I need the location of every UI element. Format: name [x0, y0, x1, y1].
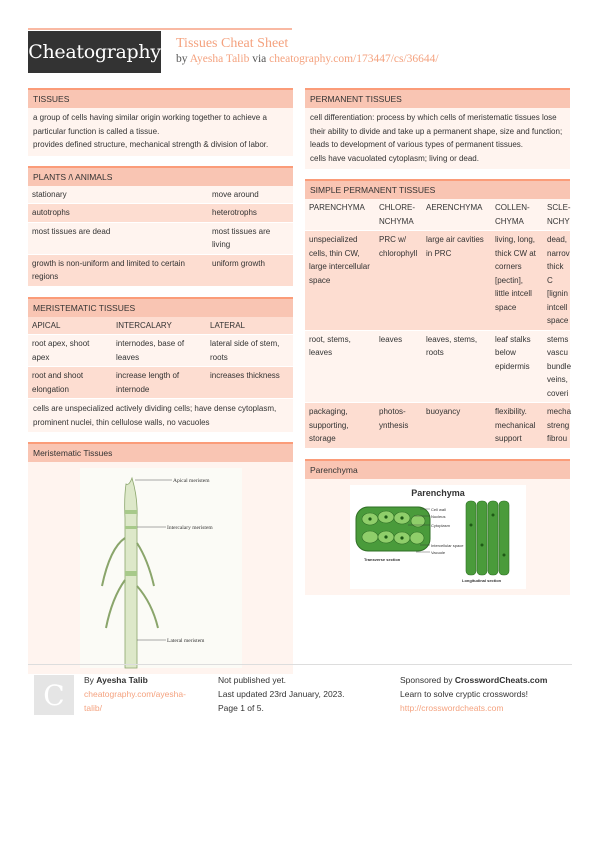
section-heading: Meristematic Tissues	[28, 442, 293, 462]
footer-info	[218, 673, 345, 715]
table-cell: move around	[208, 186, 293, 205]
figure-label: Apical meristem	[172, 478, 210, 484]
table-cell: packaging, supporting, storage	[305, 403, 375, 449]
figure-title: Parenchyma	[410, 487, 465, 498]
table-cell: autotrophs	[28, 204, 208, 223]
sponsor-prefix: Sponsored by	[400, 675, 453, 685]
figure-label: Intercellular space	[430, 542, 463, 548]
figure-label: Longitudinal section	[461, 577, 501, 583]
table-cell: leaves, stems, roots	[422, 331, 491, 404]
site-logo[interactable]: Cheatography	[28, 31, 161, 73]
section-heading: TISSUES	[28, 88, 293, 108]
table-cell: most tissues are dead	[28, 223, 208, 255]
section-heading: MERISTEMATIC TISSUES	[28, 297, 293, 317]
table-cell: leaf stalks below epidermis	[491, 331, 543, 404]
section-body	[305, 108, 570, 169]
table-cell: lateral side of stem, roots	[206, 335, 293, 367]
table-cell: dead, narrov thick C [lignin intcell space	[543, 231, 570, 331]
figure-label: Cytoplasm	[430, 522, 450, 528]
column-header: APICAL	[28, 317, 112, 336]
sponsor-link[interactable]: http://crosswordcheats.com	[400, 703, 504, 713]
column-header: CHLORENCHYMA	[375, 199, 422, 231]
table-cell: stems vascu bundle veins, coveri	[543, 331, 570, 404]
meristematic-table	[28, 317, 293, 400]
column-header: INTERCALARY	[112, 317, 206, 336]
comparison-table	[28, 186, 293, 287]
cheatography-c-icon: C	[34, 675, 74, 715]
table-cell: most tissues are living	[208, 223, 293, 255]
table-cell: root, stems, leaves	[305, 331, 375, 404]
left-column	[28, 88, 293, 684]
column-header: LATERAL	[206, 317, 293, 336]
meristematic-figure-section	[28, 442, 293, 674]
table-cell: large air cavities in PRC	[422, 231, 491, 331]
table-cell: PRC w/ chlorophyll	[375, 231, 422, 331]
table-cell: root and shoot elongation	[28, 367, 112, 399]
sponsor-tagline: Learn to solve cryptic crosswords!	[400, 689, 529, 699]
text-line: provides defined structure, mechanical strength & division of labor.	[33, 140, 269, 149]
table-cell: living, long, thick CW at corners [pectin], little intcell space	[491, 231, 543, 331]
permanent-section	[305, 88, 570, 169]
sponsor-name[interactable]: CrosswordCheats.com	[454, 675, 548, 685]
figure-label: Cell wall	[430, 506, 446, 512]
figure-label: Lateral meristem	[166, 638, 204, 644]
table-cell: increase length of internode	[112, 367, 206, 399]
figure-label: Transverse section	[363, 556, 400, 562]
column-header: PARENCHYMA	[305, 199, 375, 231]
page-count: Page 1 of 5.	[218, 703, 264, 713]
page-footer	[28, 664, 572, 725]
right-column	[305, 88, 570, 605]
text-line: a group of cells having similar origin working together to achieve a particular function is called a tissue.	[33, 113, 267, 136]
text-line: cells have vacuolated cytoplasm; living or dead.	[310, 153, 479, 163]
table-cell: growth is non-uniform and limited to certain regions	[28, 255, 208, 287]
by-label: By	[84, 675, 94, 685]
footer-author-line	[84, 673, 194, 687]
figure-box	[28, 462, 293, 674]
table-cell: uniform growth	[208, 255, 293, 287]
table-cell: flexibility. mechanical support	[491, 403, 543, 449]
table-cell: increases thickness	[206, 367, 293, 399]
page-title: Tissues Cheat Sheet	[176, 36, 289, 51]
simple-permanent-table	[305, 199, 570, 449]
table-cell: root apex, shoot apex	[28, 335, 112, 367]
footer-author	[84, 673, 194, 715]
table-cell: buoyancy	[422, 403, 491, 449]
tissues-section	[28, 88, 293, 156]
sheet-url-link[interactable]: cheatography.com/173447/cs/36644/	[269, 53, 439, 65]
author-link[interactable]: Ayesha Talib	[189, 53, 250, 65]
figure-label: Intercalary meristem	[166, 525, 213, 531]
footer-author-link[interactable]: cheatography.com/ayesha-talib/	[84, 689, 186, 713]
column-header: COLLENCHYMA	[491, 199, 543, 231]
via-label: via	[252, 53, 267, 65]
section-heading: SIMPLE PERMANENT TISSUES	[305, 179, 570, 199]
sponsor-line	[400, 673, 547, 687]
parenchyma-figure-section	[305, 459, 570, 595]
parenchyma-figure	[350, 485, 526, 589]
text-line: cell differentiation: process by which cells of meristematic tissues lose their ability to divide and take up a permanent shape, size and function; leads to development of various types of permanent tissues.	[310, 113, 563, 149]
figure-label: Vacuole	[430, 549, 445, 555]
section-body	[28, 108, 293, 156]
section-heading: PLANTS /\ ANIMALS	[28, 166, 293, 186]
section-heading: PERMANENT TISSUES	[305, 88, 570, 108]
column-header: SCLENCHY	[543, 199, 570, 231]
table-cell: heterotrophs	[208, 204, 293, 223]
section-heading: Parenchyma	[305, 459, 570, 479]
table-cell: internodes, base of leaves	[112, 335, 206, 367]
last-updated: Last updated 23rd January, 2023.	[218, 689, 345, 699]
figure-label: Nucleus	[430, 513, 445, 519]
table-cell: unspecialized cells, thin CW, large intercellular space	[305, 231, 375, 331]
simple-permanent-section	[305, 179, 570, 449]
meristematic-section	[28, 297, 293, 433]
table-cell: leaves	[375, 331, 422, 404]
footer-sponsor	[400, 673, 547, 715]
plants-animals-section	[28, 166, 293, 287]
footer-author-name[interactable]: Ayesha Talib	[96, 675, 148, 685]
table-cell: stationary	[28, 186, 208, 205]
publish-status: Not published yet.	[218, 675, 287, 685]
table-cell: photosynthesis	[375, 403, 422, 449]
figure-box	[305, 479, 570, 595]
meristem-plant-figure	[80, 468, 242, 668]
byline	[176, 53, 439, 65]
header-rule	[28, 28, 292, 30]
column-header: AERENCHYMA	[422, 199, 491, 231]
table-cell: mecha streng fibrou	[543, 403, 570, 449]
meristematic-note: cells are unspecialized actively dividing cells; have dense cytoplasm, prominent nuclei, thin cellulose walls, no vacuoles	[28, 399, 293, 432]
by-label: by	[176, 53, 188, 65]
